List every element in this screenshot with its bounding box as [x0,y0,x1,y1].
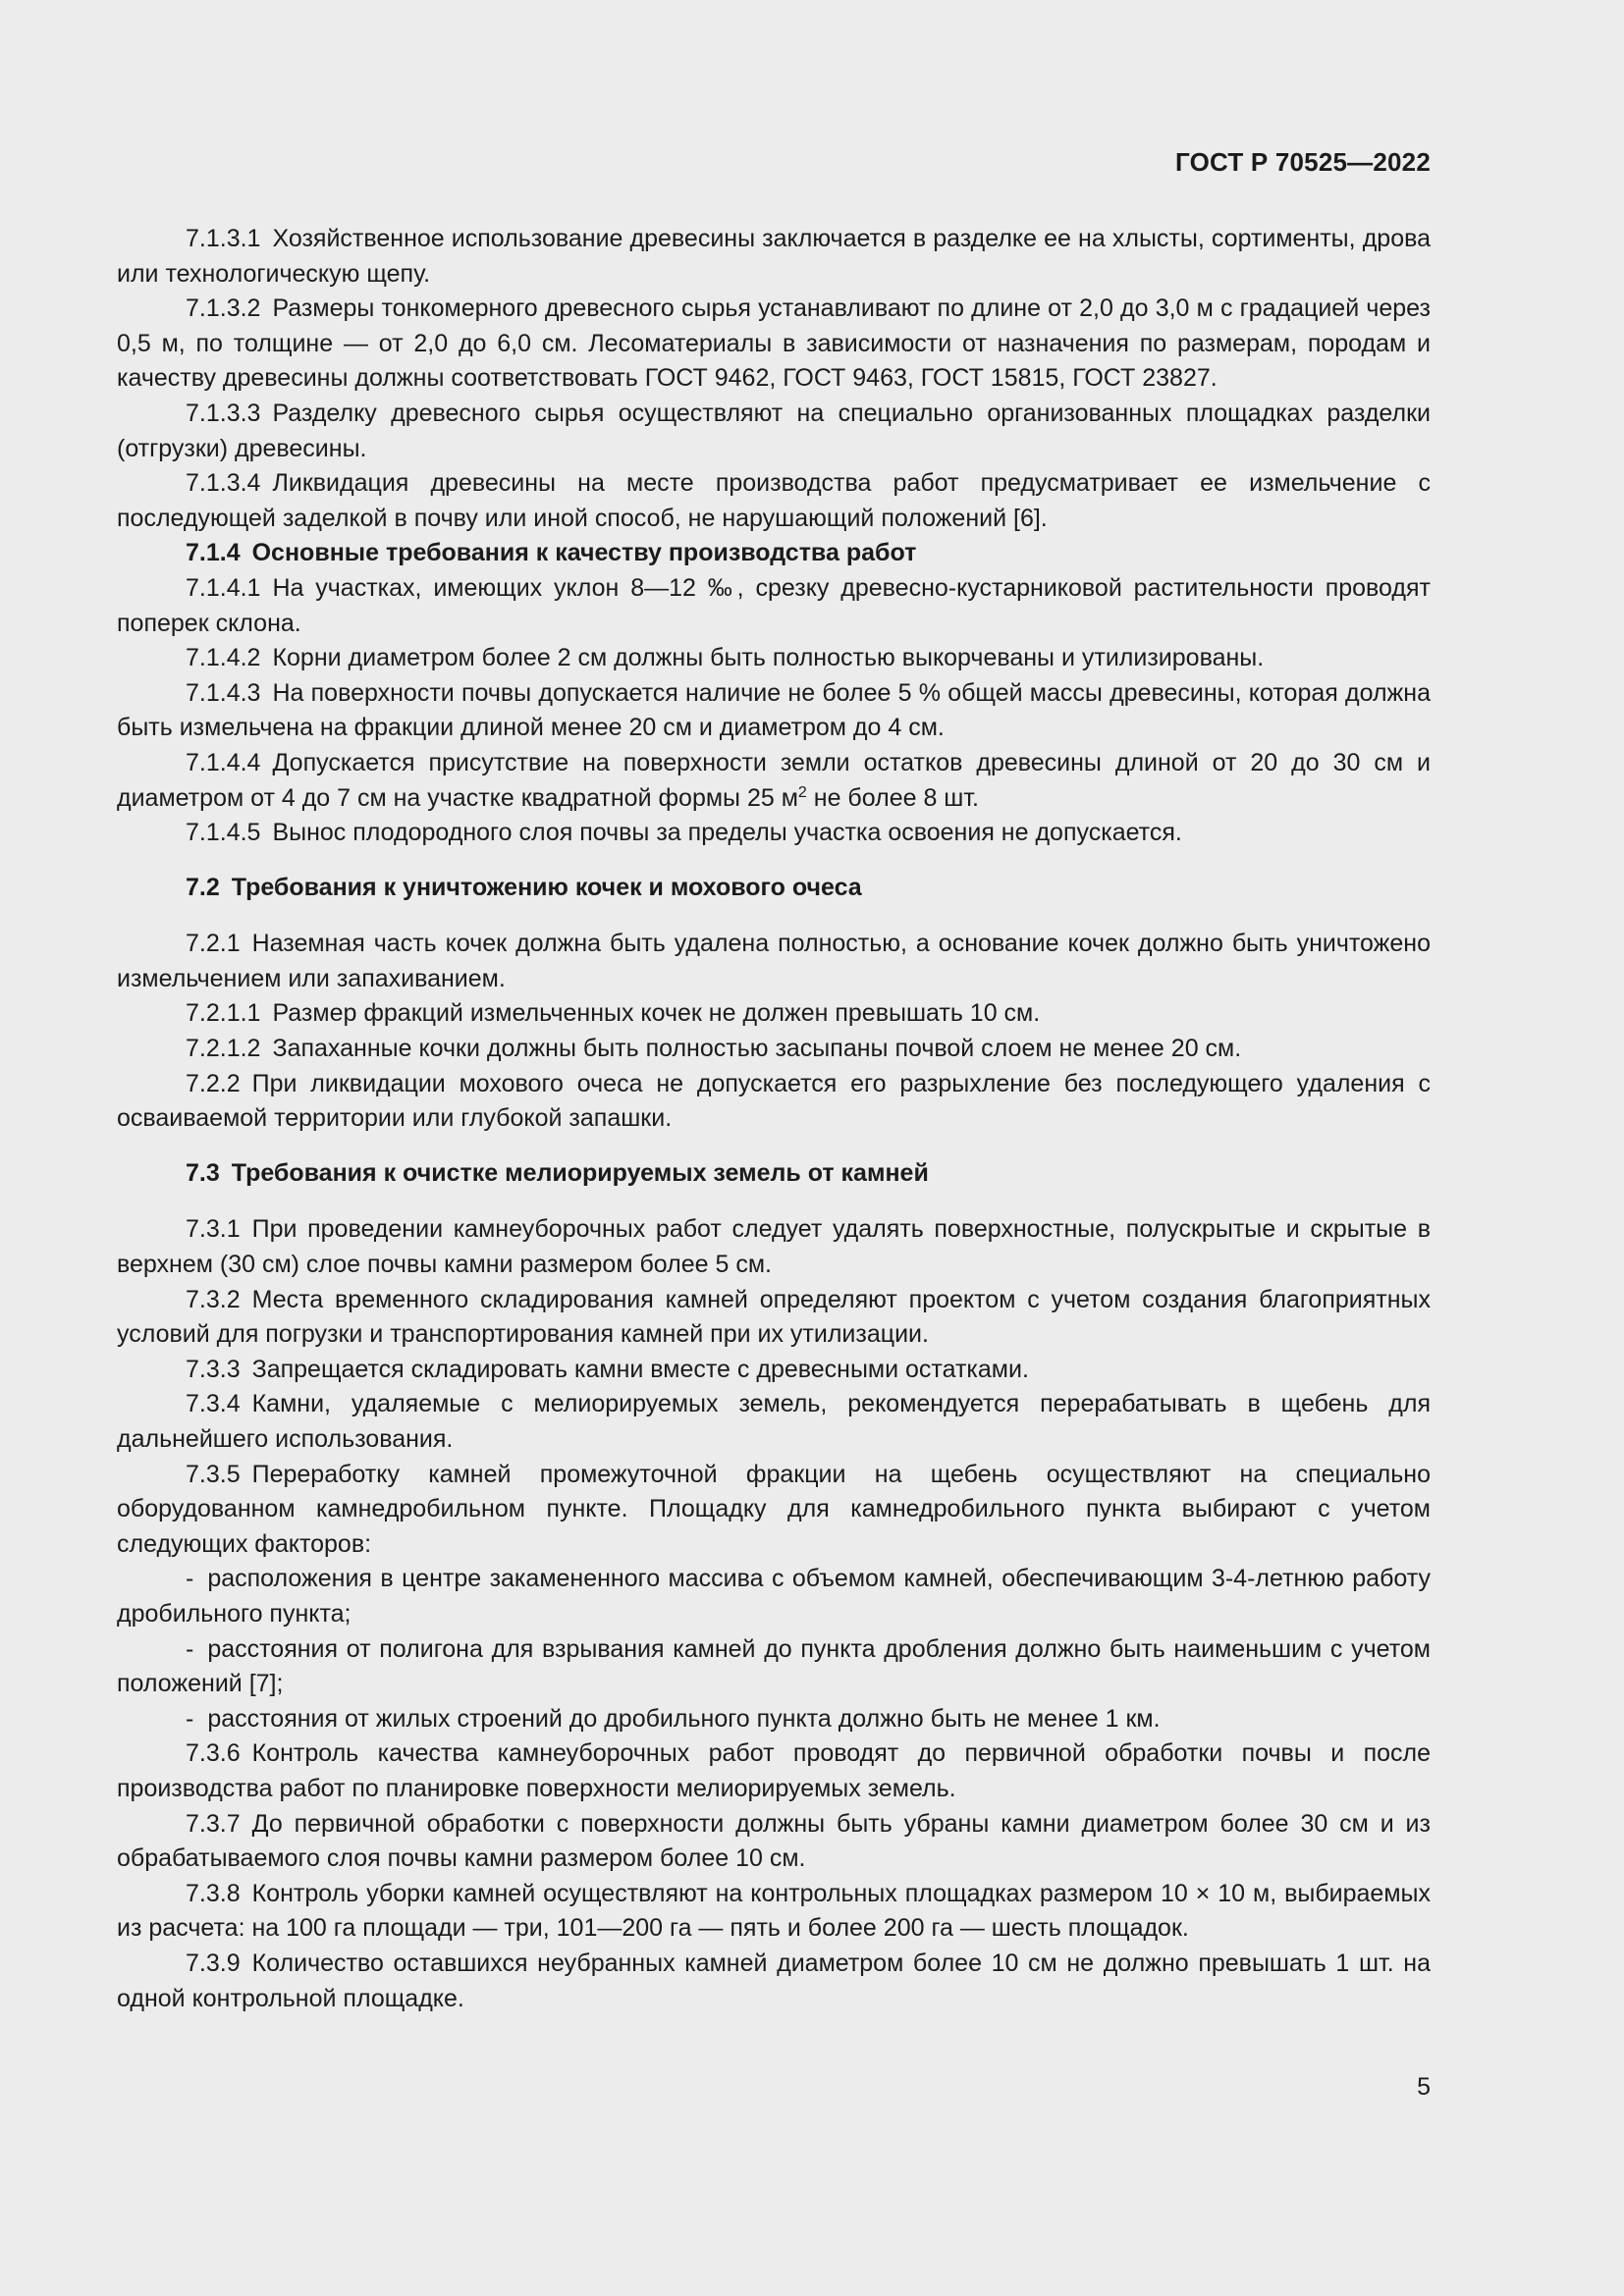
clause-7-3-5 [117,1458,1431,1563]
clause-text: Допускается присутствие на поверхности земли остатков древесины длиной от 20 до 30 см и диаметром от 4 до 7 см на участке квадратной формы 25 м [117,748,1431,812]
clause-text: Разделку древесного сырья осуществляют на специально организованных площадках разделки (отгрузки) древесины. [117,399,1431,462]
document-page [117,0,1431,2296]
clause-text: Контроль уборки камней осуществляют на контрольных площадках размером 10 × 10 м, выбираемых из расчета: на 100 га площади — три, 101—200 га — пять и более 200 га — шесть площадок. [117,1879,1431,1943]
clause-number: 7.1.3.1 [186,225,261,252]
clause-text: Хозяйственное использование древесины заключается в разделке ее на хлысты, сортименты, дрова или технологическую щепу. [117,225,1431,288]
list-item [117,1632,1431,1702]
clause-text: До первичной обработки с поверхности должны быть убраны камни диаметром более 30 см и из обрабатываемого слоя почвы камни размером более 10 см. [117,1809,1431,1873]
clause-text: Размеры тонкомерного древесного сырья устанавливают по длине от 2,0 до 3,0 м с градацией через 0,5 м, по толщине — от 2,0 до 6,0 см. Лесоматериалы в зависимости от назначения по размерам, породам и качеству древесины должны соответствовать ГОСТ 9462, ГОСТ 9463, ГОСТ 15815, ГОСТ 23827. [117,294,1431,393]
document-body [117,222,1431,2016]
clause-7-1-4-2 [117,641,1431,676]
clause-number: 7.3.5 [186,1460,241,1488]
clause-number: 7.2.1.1 [186,999,261,1028]
clause-number: 7.2.2 [186,1069,241,1097]
clause-number: 7.1.3.3 [186,399,261,427]
clause-number: 7.3.4 [186,1390,241,1418]
clause-7-3-3 [117,1353,1431,1388]
superscript: 2 [797,783,807,801]
clause-7-1-3-1 [117,222,1431,292]
list-item [117,1702,1431,1737]
clause-7-2-1 [117,927,1431,996]
list-item-text: расстояния от жилых строений до дробильного пункта должно быть не менее 1 км. [207,1704,1161,1733]
clause-text: Ликвидация древесины на месте производства работ предусматривает ее измельчение с последующей заделкой в почву или иной способ, не нарушающий положений [6]. [117,469,1431,532]
clause-number: 7.1.4.5 [186,819,261,847]
clause-number: 7.1.4.4 [186,748,261,776]
clause-7-3-2 [117,1283,1431,1353]
clause-text-tail: не более 8 шт. [806,783,979,812]
clause-7-3-7 [117,1807,1431,1877]
document-header: ГОСТ Р 70525—2022 [1175,147,1431,177]
clause-number: 7.1.4.1 [186,573,261,602]
clause-number: 7.3.6 [186,1739,241,1768]
clause-number: 7.3.3 [186,1355,241,1383]
subheading-number: 7.1.4 [186,539,241,567]
section-title: Требования к уничтожению кочек и мохового очеса [231,873,862,901]
clause-7-3-6 [117,1736,1431,1806]
clause-7-1-3-2 [117,292,1431,397]
list-dash: - [186,1704,194,1733]
clause-text: Запрещается складировать камни вместе с древесными остатками. [251,1355,1029,1383]
clause-7-1-3-3 [117,397,1431,466]
subheading-7-1-4 [117,536,1431,571]
clause-number: 7.1.3.4 [186,469,261,498]
clause-number: 7.3.2 [186,1285,241,1313]
clause-7-1-4-1 [117,571,1431,641]
list-dash: - [186,1565,194,1593]
clause-7-3-1 [117,1212,1431,1282]
subheading-title: Основные требования к качеству производства работ [251,539,917,567]
clause-text: Наземная часть кочек должна быть удалена полностью, а основание кочек должно быть уничтожено измельчением или запахиванием. [117,930,1431,992]
section-heading-7-2 [117,871,1431,906]
clause-7-2-1-2 [117,1032,1431,1067]
clause-text: Камни, удаляемые с мелиорируемых земель, рекомендуется перерабатывать в щебень для дальнейшего использования. [117,1390,1431,1453]
clause-text: Переработку камней промежуточной фракции на щебень осуществляют на специально оборудованном камнедробильном пункте. Площадку для камнедробильного пункта выбирают с учетом следующих факторов: [117,1460,1431,1558]
clause-number: 7.2.1.2 [186,1035,261,1063]
clause-7-2-1-1 [117,996,1431,1032]
clause-text: При ликвидации мохового очеса не допускается его разрыхление без последующего удаления с осваиваемой территории или глубокой запашки. [117,1069,1431,1133]
page-number: 5 [1417,2073,1431,2101]
clause-number: 7.1.4.3 [186,678,261,707]
clause-7-3-9 [117,1947,1431,2016]
clause-7-3-4 [117,1387,1431,1457]
clause-text: На участках, имеющих уклон 8—12 ‰, срезку древесно-кустарниковой растительности проводят поперек склона. [117,573,1431,637]
clause-number: 7.3.7 [186,1809,241,1838]
clause-7-1-3-4 [117,466,1431,536]
clause-text: Запаханные кочки должны быть полностью засыпаны почвой слоем не менее 20 см. [272,1035,1242,1063]
list-item-text: расположения в центре закамененного массива с объемом камней, обеспечивающим 3-4-летнюю работу дробильного пункта; [117,1565,1431,1628]
clause-7-3-8 [117,1877,1431,1947]
clause-text: Вынос плодородного слоя почвы за пределы участка освоения не допускается. [272,819,1182,847]
list-dash: - [186,1634,194,1663]
section-number: 7.3 [186,1158,220,1187]
section-heading-7-3 [117,1156,1431,1192]
list-item [117,1562,1431,1631]
clause-text: При проведении камнеуборочных работ следует удалять поверхностные, полускрытые и скрытые в верхнем (30 см) слое почвы камни размером более 5 см. [117,1215,1431,1279]
section-number: 7.2 [186,873,220,901]
clause-7-1-4-5 [117,816,1431,851]
clause-7-1-4-3 [117,676,1431,746]
clause-text: Места временного складирования камней определяют проектом с учетом создания благоприятных условий для погрузки и транспортирования камней при их утилизации. [117,1285,1431,1349]
clause-text: На поверхности почвы допускается наличие не более 5 % общей массы древесины, которая должна быть измельчена на фракции длиной менее 20 см и диаметром до 4 см. [117,678,1431,742]
clause-7-2-2 [117,1067,1431,1137]
list-item-text: расстояния от полигона для взрывания камней до пункта дробления должно быть наименьшим с учетом положений [7]; [117,1634,1431,1698]
clause-number: 7.1.4.2 [186,644,261,672]
clause-number: 7.3.1 [186,1215,241,1244]
clause-text: Корни диаметром более 2 см должны быть полностью выкорчеваны и утилизированы. [272,644,1265,672]
clause-number: 7.2.1 [186,930,241,958]
clause-number: 7.1.3.2 [186,294,261,323]
clause-text: Размер фракций измельченных кочек не должен превышать 10 см. [272,999,1041,1028]
clause-text: Количество оставшихся неубранных камней диаметром более 10 см не должно превышать 1 шт. на одной контрольной площадке. [117,1949,1431,2012]
clause-text: Контроль качества камнеуборочных работ проводят до первичной обработки почвы и после производства работ по планировке поверхности мелиорируемых земель. [117,1739,1431,1802]
clause-number: 7.3.9 [186,1949,241,1977]
clause-7-1-4-4 [117,746,1431,816]
clause-number: 7.3.8 [186,1879,241,1907]
section-title: Требования к очистке мелиорируемых земель от камней [231,1158,929,1187]
